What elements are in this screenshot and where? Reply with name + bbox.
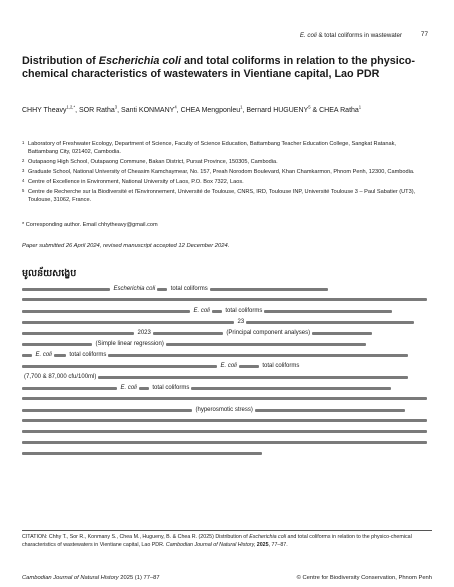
abstract-line: 23 [22,319,416,326]
running-head [300,32,402,39]
footer-copyright: © Centre for Biodiversity Conservation, Phnom Penh [296,575,432,581]
abstract-line [22,396,429,403]
abstract-line: E. coli total coliforms [22,385,393,392]
author: SOR Ratha$^3$, [79,105,122,115]
title-species: Escherichia coli [98,55,181,67]
page-number: 77 [420,31,428,38]
affiliation-item: 5 Centre de Recherche sur la Biodiversité et l'Environnement, Université de Toulouse, CNRS, IRD, Toulouse INP, Université Toulouse 3 – Paul Sabatier (UT3), Toulouse, 31062, France. [22,188,416,203]
corresponding-author: * Corresponding author. Email chhytheavy@gmail.com [22,222,158,228]
footnote-rule [22,530,432,531]
abstract-line: (hyperosmotic stress) [22,407,406,414]
abstract-body [22,286,432,462]
abstract-line [22,297,429,304]
author: CHEA Mengponleu$^1$, [180,105,247,115]
footer-journal: Cambodian Journal of Natural History 2025 (1) 77–87 [22,575,160,581]
abstract-line: E. coli total coliforms [22,352,410,359]
author: Santi KONMANY$^4$, [121,105,181,115]
title-part2: and total coliforms in relation to the physico-chemical characteristics of wastewaters in Vientiane capital, Lao PDR [22,55,415,80]
abstract-line [22,440,429,447]
affiliation-item: 2 Outapaong High School, Outapaong Commune, Bakan District, Pursat Province, 150305, Cambodia. [22,158,278,165]
author: Bernard HUGUENY$^5$ & [246,105,320,115]
affiliation-item: 3 Graduate School, National University of Cheasim Kamchaymear, No. 157, Preah Norodom Boulevard, Khan Chamkarmon, Phnom Penh, 12300, Cambodia. [22,168,415,175]
abstract-line: 2023 (Principal component analyses) [22,330,374,337]
affiliation-item: 1 Laboratory of Freshwater Ecology, Department of Science, Faculty of Science Education, Battambang Teacher Education College, Sangkat Ratanak, Battambang City, 021402, Cambodia. [22,140,396,155]
abstract-line: Escherichia coli total coliforms [22,286,329,293]
affiliation-item: 4 Centre of Excellence in Environment, National University of Laos, P.O. Box 7322, Laos. [22,178,244,185]
citation-block: CITATION: Chhy T., Sor R., Konmany S., Chea M., Hugueny, B. & Chea R. (2025) Distribution of Escherichia coli and total coliforms in relation to the physico-chemical characteristics of wastewaters in Vientiane capital, Lao PDR. Cambodian Journal of Natural History, 2025, 77–87. [22,534,412,548]
abstract-heading: មូលន័យសង្ខេប [22,268,77,279]
paper-page [22,0,432,587]
abstract-line: (Simple linear regression) [22,341,367,348]
affiliations [22,140,422,206]
author: CHEA Ratha$^1$ [319,105,362,115]
abstract-line [22,429,429,436]
running-head-species: E. coli [299,32,317,39]
abstract-line: (7,700 & 87,000 cfu/100ml) [22,374,410,381]
submission-dates: Paper submitted 26 April 2024, revised manuscript accepted 12 December 2024. [22,243,230,249]
running-head-rest: & total coliforms in wastewater [318,32,402,39]
author: CHHY Theavy$^{1,2,*}$, [22,105,79,115]
author-list [22,103,422,116]
abstract-line [22,451,264,458]
abstract-line: E. coli total coliforms [22,363,301,370]
abstract-line: E. coli total coliforms [22,308,394,315]
abstract-line [22,418,429,425]
paper-title [22,55,422,80]
title-part1: Distribution of [22,55,99,67]
